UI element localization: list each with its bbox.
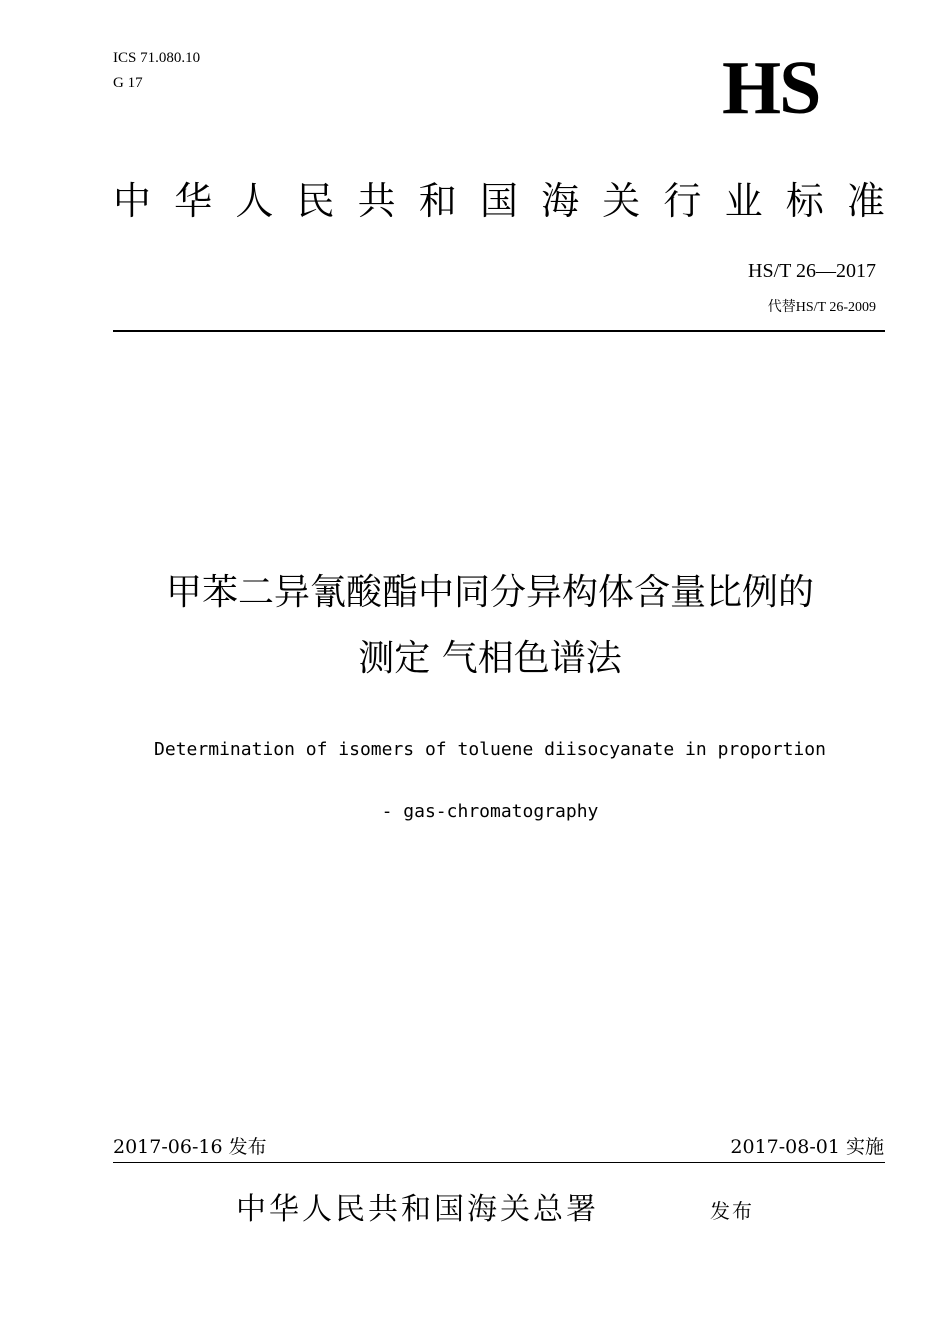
standard-type-char: 业	[724, 179, 763, 223]
replaces-standard: 代替HS/T 26-2009	[767, 300, 876, 315]
title-zh-line-1: 甲苯二异氰酸酯中同分异构体含量比例的	[165, 572, 814, 613]
hs-logo: HS	[722, 46, 820, 130]
standard-number: HS/T 26—2017	[748, 260, 876, 282]
standard-type-char: 关	[602, 179, 641, 223]
implementation-date: 2017-08-01 实施	[730, 1136, 884, 1158]
issuer-action: 发布	[710, 1199, 754, 1223]
header-divider	[113, 330, 885, 332]
category-code: G 17	[113, 75, 143, 91]
standard-type-char: 共	[357, 179, 396, 223]
standard-type-char: 准	[846, 179, 885, 223]
issue-date: 2017-06-16 发布	[113, 1136, 267, 1158]
issuing-authority: 中华人民共和国海关总署	[236, 1192, 599, 1227]
standard-type-char: 行	[663, 179, 702, 223]
standard-type-char: 华	[174, 179, 213, 223]
standard-type-char: 海	[541, 179, 580, 223]
document-title-en: Determination of isomers of toluene diisocyanate in proportion	[154, 739, 826, 760]
footer-divider	[113, 1162, 885, 1163]
standard-type-char: 和	[418, 179, 457, 223]
standard-type-char: 民	[296, 179, 335, 223]
document-subtitle-en: - gas-chromatography	[381, 801, 599, 822]
ics-code: ICS 71.080.10	[113, 50, 201, 66]
standard-type-char: 中	[113, 179, 152, 223]
standard-type-char: 人	[235, 179, 274, 223]
standard-type-char: 标	[785, 179, 824, 223]
standard-type-char: 国	[479, 179, 518, 223]
title-zh-line-2: 测定 气相色谱法	[358, 638, 622, 679]
document-title-zh	[60, 560, 920, 692]
standard-type-title	[113, 176, 885, 226]
